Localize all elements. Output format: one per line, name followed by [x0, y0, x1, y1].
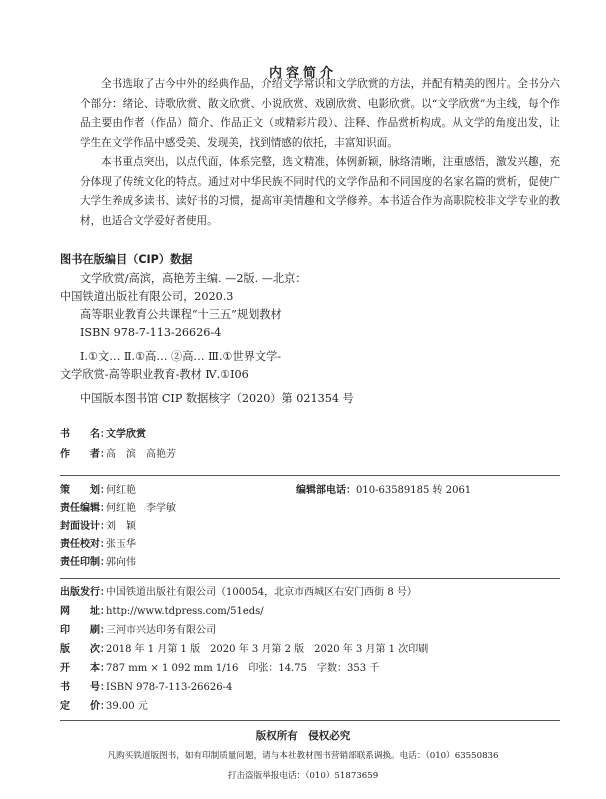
- publish-row: [60, 586, 417, 600]
- cip-line-1: 文学欣赏/高滨，高艳芳主编. —2版. —北京：: [80, 272, 307, 285]
- publish-value: ISBN 978-7-113-26626-4: [106, 682, 233, 693]
- cip-line-3: 高等职业教育公共课程“十三五”规划教材: [80, 308, 282, 321]
- publish-value: 中国铁道出版社有限公司（100054，北京市西城区右安门西街 8 号）: [106, 587, 417, 598]
- staff-label: 封面设计：: [60, 521, 110, 532]
- publish-row: [60, 681, 232, 695]
- staff-label: 责任校对：: [60, 539, 110, 550]
- cip-line-6: 文学欣赏-高等职业教育-教材 Ⅳ.①I06: [60, 368, 249, 381]
- staff-label: 策 划：: [60, 485, 110, 496]
- publish-row: [60, 700, 148, 714]
- staff-label: 责任印制：: [60, 557, 110, 568]
- publish-row: [60, 643, 428, 657]
- book-title-label: 书 名：: [60, 429, 110, 440]
- staff-value: 何红艳: [106, 485, 136, 496]
- editor-phone-row: [296, 484, 471, 498]
- publish-value: 39.00 元: [106, 701, 148, 712]
- copyright-notice: 版权所有 侵权必究: [255, 730, 351, 742]
- staff-row: [60, 484, 136, 498]
- staff-value: 郭向伟: [106, 557, 136, 568]
- cip-line-7: 中国版本图书馆 CIP 数据核字（2020）第 021354 号: [80, 392, 354, 405]
- staff-label: 责任编辑：: [60, 503, 110, 514]
- piracy-hotline: 打击盗版举报电话：（010）51873659: [227, 771, 379, 781]
- book-title-value: 文学欣赏: [106, 429, 146, 440]
- book-author-row: [60, 448, 176, 462]
- intro-paragraph-2: 本书重点突出，以点代面，体系完整，选文精准，体例新颖，脉络清晰，注重感悟，激发兴趣，充分体现了传统文化的特点。通过对中华民族不同时代的文学作品和不同国度的名家名篇的赏析，促使广大学生养成多读书、读好书的习惯，提高审美情趣和文学修养。本书适合作为高职院校非文学专业的教材，也适合文学爱好者使用。: [80, 156, 560, 227]
- staff-row: [60, 538, 136, 552]
- divider-middle: [60, 578, 560, 579]
- editor-phone-label: 编辑部电话：: [296, 485, 356, 496]
- publish-label: 书 号：: [60, 682, 110, 693]
- intro-paragraph-1: 全书选取了古今中外的经典作品，介绍文学常识和文学欣赏的方法，并配有精美的图片。全书分六个部分：绪论、诗歌欣赏、散文欣赏、小说欣赏、戏剧欣赏、电影欣赏。以“文学欣赏”为主线，每个作品主要由作者（作品）简介、作品正文（或精彩片段）、注释、作品赏析构成。从文学的角度出发，让学生在文学作品中感受美、发现美，找到情感的依托，丰富知识面。: [80, 78, 560, 149]
- cip-line-5: Ⅰ.①文… Ⅱ.①高… ②高… Ⅲ.①世界文学-: [80, 350, 282, 363]
- publish-value: 787 mm × 1 092 mm 1/16 印张：14.75 字数：353 千: [106, 663, 380, 674]
- publish-row: [60, 624, 216, 638]
- publish-label: 版 次：: [60, 644, 110, 655]
- publish-row: [60, 662, 379, 676]
- staff-value: 何红艳 李学敏: [106, 503, 176, 514]
- divider-bottom: [60, 720, 560, 721]
- publish-label: 定 价：: [60, 701, 110, 712]
- editor-phone-value: 010-63589185 转 2061: [356, 485, 472, 496]
- staff-value: 刘 颖: [106, 521, 136, 532]
- publish-value: http://www.tdpress.com/51eds/: [106, 606, 264, 617]
- book-author-value: 高 滨 高艳芳: [106, 449, 176, 460]
- cip-line-4: ISBN 978-7-113-26626-4: [80, 326, 222, 339]
- divider-top: [60, 475, 560, 476]
- cip-heading: 图书在版编目（CIP）数据: [60, 253, 193, 266]
- quality-notice: 凡购买铁道版图书，如有印制质量问题，请与本社教材图书营销部联系调换。电话：（010）63550836: [107, 751, 499, 761]
- cip-line-2: 中国铁道出版社有限公司，2020.3: [60, 290, 234, 303]
- publish-label: 出版发行：: [60, 587, 110, 598]
- book-author-label: 作 者：: [60, 449, 110, 460]
- publish-row: [60, 605, 264, 619]
- intro-title: 内容简介: [268, 66, 337, 81]
- staff-row: [60, 520, 136, 534]
- publish-value: 2018 年 1 月第 1 版 2020 年 3 月第 2 版 2020 年 3 月第 1 次印刷: [106, 644, 429, 655]
- book-title-row: [60, 428, 146, 442]
- publish-label: 网 址：: [60, 606, 110, 617]
- staff-row: [60, 502, 176, 516]
- publish-label: 印 刷：: [60, 625, 110, 636]
- staff-row: [60, 556, 136, 570]
- staff-value: 张玉华: [106, 539, 136, 550]
- publish-label: 开 本：: [60, 663, 110, 674]
- publish-value: 三河市兴达印务有限公司: [106, 625, 216, 636]
